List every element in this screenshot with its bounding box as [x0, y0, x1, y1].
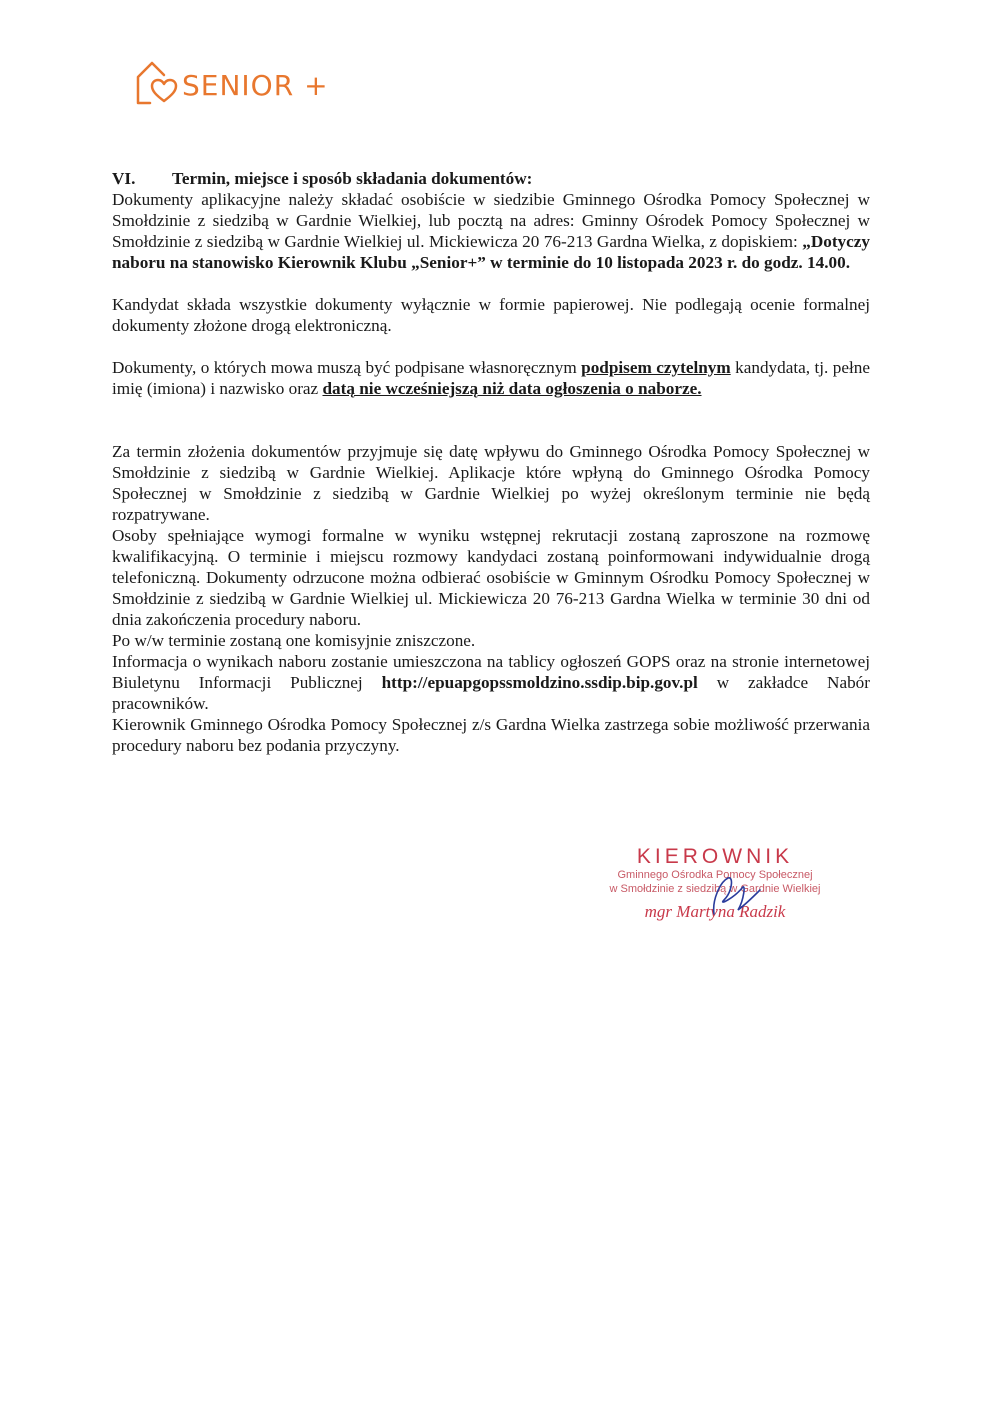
senior-plus-logo [134, 58, 329, 106]
deadline-text: „Dotyczy naboru na stanowisko Kierownik Klubu „Senior+” w terminie do 10 listopada 2023 r. do godz. 14.00. [112, 232, 870, 272]
logo-text: SENIOR + [182, 68, 329, 102]
stamp-name: mgr Martyna Radzik [644, 902, 786, 921]
paragraph-text: Dokumenty, o których mowa muszą być podpisane własnoręcznym [112, 358, 582, 377]
paragraph-interview: Osoby spełniające wymogi formalne w wyniku wstępnej rekrutacji zostaną zaproszone na rozmowę kwalifikacyjną. O terminie i miejscu rozmowy kandydaci zostaną poinformowani indywidualnie drogą telefoniczną. Dokumenty odrzucone można odbierać osobiście w Gminnym Ośrodku Pomocy Społecznej w Smołdzinie z siedzibą w Gardnie Wielkiej ul. Mickiewicza 20 76-213 Gardna Wielka w terminie 30 dni od dnia zakończenia procedury naboru. [112, 526, 870, 629]
paragraph-text: kandydata, tj. pełne imię (imiona) i nazwisko oraz [112, 358, 870, 398]
section-number: VI. [112, 169, 136, 188]
document-body [112, 168, 870, 756]
paragraph-submission [112, 189, 870, 273]
stamp-line-1: Gminnego Ośrodka Pomocy Społecznej [617, 869, 813, 881]
stamp-line-2: w Smołdzinie z siedzibą w Gardnie Wielkiej [609, 883, 821, 895]
bip-link[interactable]: http://epuapgopssmoldzino.ssdip.bip.gov.pl [381, 673, 698, 692]
paragraph-text: w zakładce Nabór pracowników. [112, 673, 870, 713]
section-title: Termin, miejsce i sposób składania dokumentów: [172, 169, 533, 188]
paragraph-paper-form: Kandydat składa wszystkie dokumenty wyłącznie w formie papierowej. Nie podlegają ocenie formalnej dokumenty złożone drogą elektroniczną. [112, 295, 870, 335]
paragraph-deadline-receipt: Za termin złożenia dokumentów przyjmuje się datę wpływu do Gminnego Ośrodka Pomocy Społecznej w Smołdzinie z siedzibą w Gardnie Wielkiej. Aplikacje które wpłyną do Gminnego Ośrodka Pomocy Społecznej w Smołdzinie z siedzibą w Gardnie Wielkiej po wyżej określonym terminie nie będą rozpatrywane. [112, 442, 870, 524]
handwritten-signature [694, 870, 774, 920]
section-heading [112, 168, 870, 189]
paragraph-results [112, 651, 870, 714]
stamp-title: KIEROWNIK [636, 845, 794, 868]
date-requirement-text: datą nie wcześniejszą niż data ogłoszenia o naborze. [322, 379, 702, 398]
house-heart-icon [134, 59, 180, 105]
legible-signature-text: podpisem czytelnym [581, 358, 731, 377]
paragraph-cancellation: Kierownik Gminnego Ośrodka Pomocy Społecznej z/s Gardna Wielka zastrzega sobie możliwość przerwania procedury naboru bez podania przyczyny. [112, 715, 870, 755]
paragraph-text: Dokumenty aplikacyjne należy składać osobiście w siedzibie Gminnego Ośrodka Pomocy Społecznej w Smołdzinie z siedzibą w Gardnie Wielkiej, lub pocztą na adres: Gminny Ośrodek Pomocy Społecznej w Smołdzinie z siedzibą w Gardnie Wielkiej ul. Mickiewicza 20 76-213 Gardna Wielka, z dopiskiem: [112, 190, 870, 251]
paragraph-text: Informacja o wynikach naboru zostanie umieszczona na tablicy ogłoszeń GOPS oraz na stronie internetowej Biuletynu Informacji Publicznej [112, 652, 870, 692]
paragraph-destruction: Po w/w terminie zostaną one komisyjnie zniszczone. [112, 631, 476, 650]
paragraph-signature [112, 357, 870, 399]
